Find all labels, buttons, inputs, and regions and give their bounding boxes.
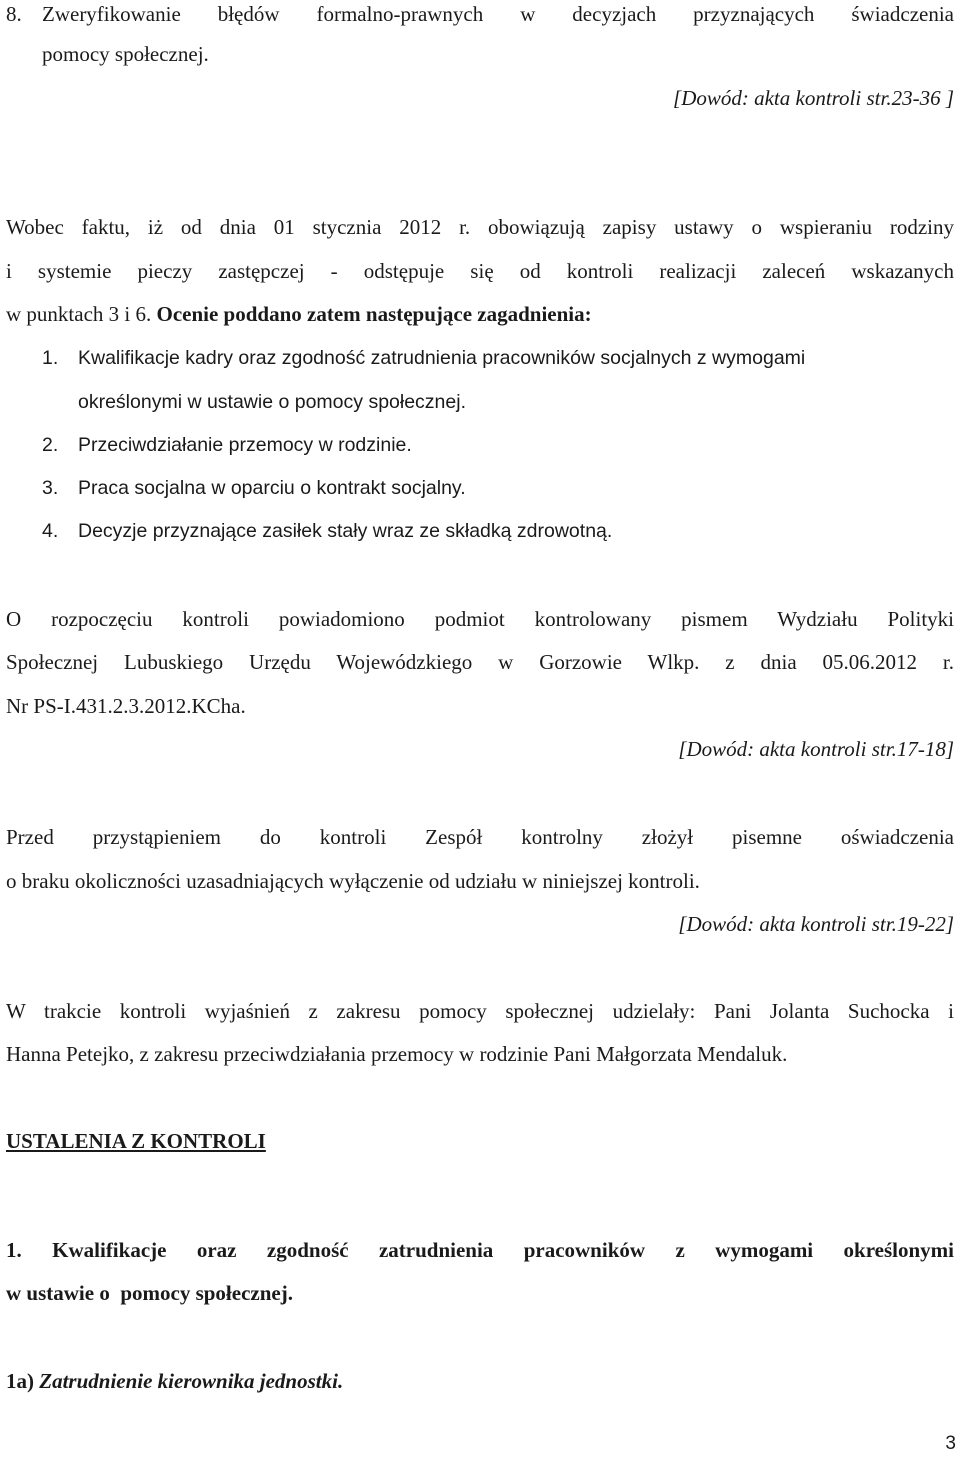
item-8-line-1: [6, 0, 954, 28]
list-item-continuation: określonymi w ustawie o pomocy społecznej.: [78, 391, 467, 413]
findings-heading: USTALENIA Z KONTROLI: [6, 1129, 266, 1153]
list-item-text: Decyzje przyznające zasiłek stały wraz ze składką zdrowotną.: [78, 520, 613, 542]
explanations-line-1: W trakcie kontroli wyjaśnień z zakresu pomocy społecznej udzielały: Pani Jolanta Suchocka i: [6, 999, 954, 1023]
intro-line-3-plain: w punktach 3 i 6.: [6, 302, 152, 326]
explanations-line-2: Hanna Petejko, z zakresu przeciwdziałania przemocy w rodzinie Pani Małgorzata Mendaluk.: [6, 1042, 788, 1066]
list-item-number: 4.: [42, 520, 59, 542]
list-item: [42, 517, 612, 545]
intro-line-1: Wobec faktu, iż od dnia 01 stycznia 2012 r. obowiązują zapisy ustawy o wspieraniu rodziny: [6, 215, 954, 239]
evidence-ref-1: [Dowód: akta kontroli str.23-36 ]: [673, 86, 954, 110]
notification-line-2: Społecznej Lubuskiego Urzędu Wojewódzkiego w Gorzowie Wlkp. z dnia 05.06.2012 r.: [6, 650, 954, 674]
item-8-number: 8.: [6, 2, 22, 26]
subsection-1a-title: Zatrudnienie kierownika jednostki.: [39, 1369, 344, 1393]
notification-line-3: Nr PS-I.431.2.3.2012.KCha.: [6, 694, 246, 718]
list-item-number: 3.: [42, 477, 59, 499]
list-item-number: 1.: [42, 347, 59, 369]
evidence-ref-2: [Dowód: akta kontroli str.17-18]: [678, 737, 954, 761]
intro-line-2: i systemie pieczy zastępczej - odstępuje się od kontroli realizacji zaleceń wskazanych: [6, 259, 954, 283]
list-item: [42, 474, 466, 502]
list-item-text: Kwalifikacje kadry oraz zgodność zatrudnienia pracowników socjalnych z wymogami: [78, 347, 806, 369]
subsection-1a-number: 1a): [6, 1369, 34, 1393]
list-item-text: Praca socjalna w oparciu o kontrakt socjalny.: [78, 477, 466, 499]
evidence-ref-3: [Dowód: akta kontroli str.19-22]: [678, 912, 954, 936]
subsection-1a-heading: [6, 1367, 343, 1395]
section-1-line-1: 1. Kwalifikacje oraz zgodność zatrudnienia pracowników z wymogami określonymi: [6, 1238, 954, 1262]
list-item-number: 2.: [42, 434, 59, 456]
item-8-line-2: pomocy społecznej.: [42, 42, 209, 66]
item-8-text-1: Zweryfikowanie błędów formalno-prawnych w decyzjach przyznających świadczenia: [42, 2, 954, 26]
list-item: [42, 431, 412, 459]
statement-line-2: o braku okoliczności uzasadniających wyłączenie od udziału w niniejszej kontroli.: [6, 869, 700, 893]
page-number: 3: [945, 1433, 956, 1454]
statement-line-1: Przed przystąpieniem do kontroli Zespół kontrolny złożył pisemne oświadczenia: [6, 825, 954, 849]
intro-line-3-bold: Ocenie poddano zatem następujące zagadnienia:: [156, 302, 592, 326]
list-item: [42, 344, 805, 372]
section-1-line-2: w ustawie o pomocy społecznej.: [6, 1281, 293, 1305]
intro-line-3: [6, 300, 592, 328]
notification-line-1: O rozpoczęciu kontroli powiadomiono podmiot kontrolowany pismem Wydziału Polityki: [6, 607, 954, 631]
list-item-text: Przeciwdziałanie przemocy w rodzinie.: [78, 434, 412, 456]
